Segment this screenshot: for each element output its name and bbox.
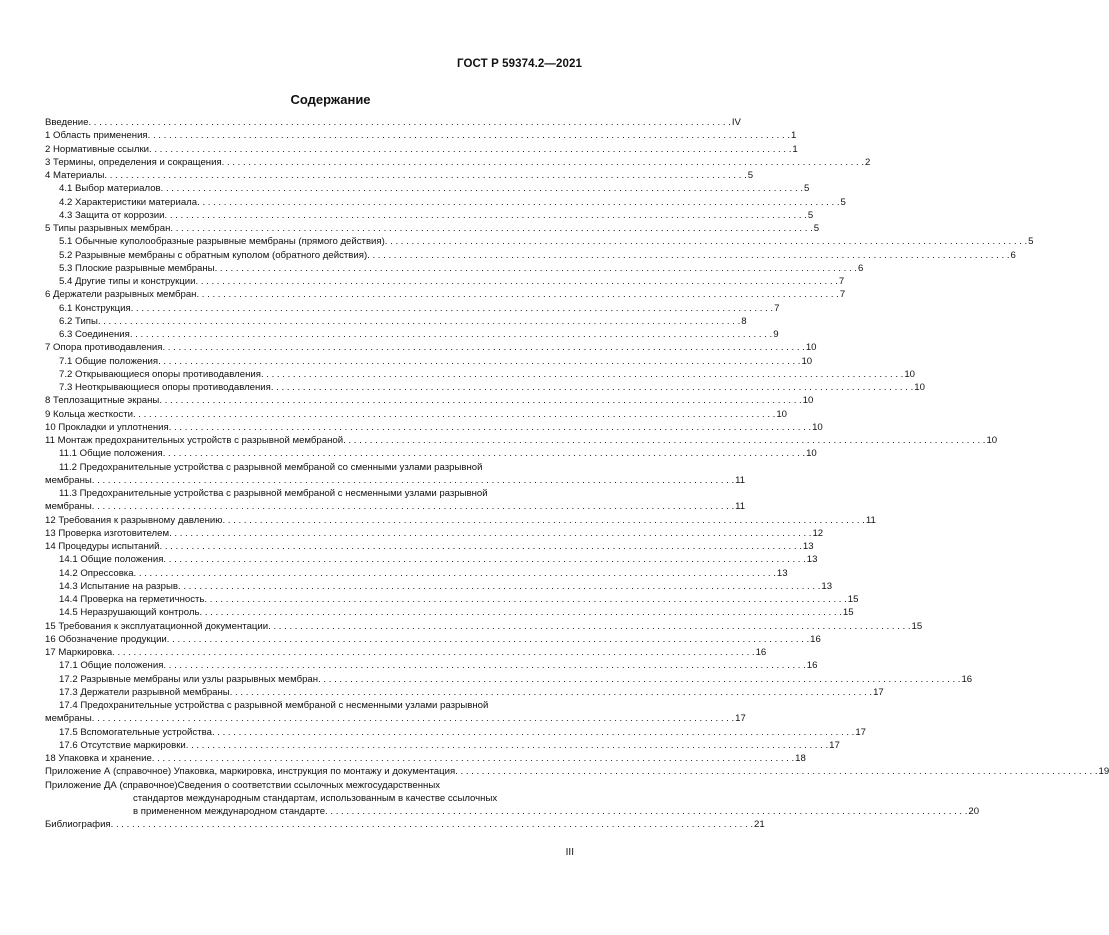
toc-entry-title: 8 Теплозащитные экраны: [45, 395, 160, 407]
toc-entry-page: 16: [755, 647, 767, 658]
toc-entry-title: 1 Область применения: [45, 130, 148, 142]
toc-entry-page: 5: [804, 183, 810, 195]
toc-entry-page: 17: [829, 739, 840, 751]
toc-leader-dots: [261, 368, 903, 381]
toc-entry-title: 4 Материалы: [45, 170, 105, 181]
toc-entry-page: 11: [865, 514, 876, 526]
toc-entry: [45, 182, 810, 195]
toc-leader-dots: [162, 341, 804, 354]
toc-entry-page: 10: [801, 355, 813, 367]
toc-entry-title: 4.1 Выбор материалов: [59, 183, 161, 195]
toc-entry: [45, 408, 787, 421]
toc-appendix-first-line: [45, 779, 584, 792]
toc-leader-dots: [215, 262, 857, 275]
toc-entry: [45, 129, 797, 142]
toc-entry-title: 6.3 Соединения: [59, 329, 130, 340]
toc-entry: [45, 249, 1016, 262]
toc-entry-title: 6.1 Конструкция: [59, 302, 131, 314]
toc-leader-dots: [165, 209, 807, 222]
toc-leader-dots: [92, 712, 734, 725]
toc-entry-title: 13 Проверка изготовителем: [45, 527, 170, 539]
toc-leader-dots: [195, 275, 837, 288]
toc-entry-title: 17.1 Общие положения: [59, 660, 164, 672]
toc-entry-page: 19: [1098, 766, 1109, 778]
toc-entry: [45, 156, 871, 169]
toc-entry-page: 7: [838, 276, 845, 287]
toc-entry-title: Введение: [45, 117, 89, 128]
toc-entry-title: 5.2 Разрывные мембраны с обратным куполом (обратного действия): [59, 249, 368, 261]
toc-entry-title: 18 Упаковка и хранение: [45, 753, 152, 764]
toc-entry-title: 17.5 Вспомогательные устройства: [59, 726, 212, 738]
toc-leader-dots: [149, 143, 791, 156]
toc-entry: [45, 116, 741, 129]
toc-entry-page: 2: [865, 156, 871, 168]
toc-leader-dots: [130, 328, 772, 341]
toc-entry: [45, 606, 854, 619]
toc-entry-title: 10 Прокладки и уплотнения: [45, 421, 169, 433]
toc-entry-page: 10: [914, 382, 925, 393]
toc-entry-title: мембраны: [45, 713, 92, 725]
toc-leader-dots: [163, 447, 805, 460]
toc-entry: [45, 553, 818, 566]
toc-entry: [45, 143, 798, 156]
toc-leader-dots: [343, 434, 985, 447]
toc-entry-page: 10: [986, 435, 998, 446]
toc-entry: [45, 169, 754, 182]
toc-entry-page: 10: [904, 368, 915, 380]
toc-entry: [45, 540, 814, 553]
toc-entry-title: 15 Требования к эксплуатационной документации: [45, 620, 269, 632]
toc-leader-dots: [92, 500, 734, 513]
toc-entry-title: 14.3 Испытание на разрыв: [59, 580, 178, 592]
toc-leader-dots: [169, 527, 811, 540]
toc-entry-page: 10: [776, 408, 787, 420]
toc-leader-dots: [268, 620, 910, 633]
toc-entry-page: 10: [805, 342, 817, 354]
toc-entry-page: 7: [839, 289, 846, 301]
toc-leader-dots: [170, 222, 812, 235]
toc-leader-dots: [163, 659, 805, 672]
toc-entry-page: 15: [911, 620, 923, 632]
toc-entry: [45, 421, 823, 434]
toc-entry-title: 3 Термины, определения и сокращения: [45, 156, 222, 168]
toc-entry-title: 7.3 Неоткрывающиеся опоры противодавления: [59, 382, 271, 393]
toc-entry-page: 1: [791, 130, 797, 142]
toc-entry: [45, 712, 746, 725]
toc-entry-title: 17.3 Держатели разрывной мембраны: [59, 686, 230, 698]
toc-entry-page: 17: [873, 686, 884, 698]
toc-entry-title: 11 Монтаж предохранительных устройств с разрывной мембраной: [45, 435, 344, 446]
toc-entry-title: 4.2 Характеристики материала: [59, 196, 198, 208]
toc-leader-dots: [230, 686, 872, 699]
toc-entry-page: 13: [806, 554, 818, 566]
toc-entry-first-line: 11.3 Предохранительные устройства с разрывной мембраной с несменными узлами разрывной: [59, 488, 488, 499]
toc-entry-page: 16: [810, 633, 821, 645]
toc-entry: [45, 580, 833, 593]
toc-entry: [45, 235, 1034, 248]
toc-entry: [45, 514, 876, 527]
toc-entry-page: 11: [735, 501, 746, 513]
document-header: ГОСТ Р 59374.2—2021: [457, 58, 582, 70]
toc-entry: [45, 500, 746, 513]
toc-entry-page: 10: [806, 448, 817, 460]
toc-appendix-label: Приложение ДА (справочное): [45, 779, 178, 791]
toc-entry: [45, 368, 915, 381]
toc-entry-title: 12 Требования к разрывному давлению: [45, 514, 223, 526]
toc-leader-dots: [367, 249, 1009, 262]
toc-leader-dots: [455, 765, 1097, 778]
toc-leader-dots: [112, 646, 754, 659]
toc-entry-title: в примененном международном стандарте: [133, 806, 326, 817]
toc-leader-dots: [131, 302, 773, 315]
toc-leader-dots: [196, 288, 838, 301]
toc-entry-page: 8: [741, 315, 747, 327]
toc-entry: [45, 222, 820, 235]
toc-entry-page: 13: [776, 567, 788, 579]
page-number: III: [565, 847, 574, 858]
toc-entry: [45, 328, 779, 341]
toc-entry-page: 13: [802, 541, 814, 552]
toc-entry-title: 9 Кольца жесткости: [45, 408, 133, 420]
toc-leader-dots: [271, 381, 913, 394]
toc-entry: [45, 262, 864, 275]
toc-leader-dots: [161, 182, 803, 195]
toc-entry-title: Библиография: [45, 819, 111, 831]
toc-entry: [45, 434, 998, 447]
toc-leader-dots: [158, 355, 800, 368]
toc-entry-title: 6.2 Типы: [59, 315, 98, 327]
toc-entry-title: 5.4 Другие типы и конструкции: [59, 276, 196, 287]
toc-entry-title: мембраны: [45, 501, 92, 513]
toc-entry: [45, 302, 780, 315]
toc-entry-title: 6 Держатели разрывных мембран: [45, 289, 197, 301]
toc-entry-title: 11.1 Общие положения: [59, 448, 163, 460]
toc-appendix-line: стандартов международным стандартам, использованным в качестве ссылочных: [133, 792, 498, 804]
toc-entry-title: 17.6 Отсутствие маркировки: [59, 739, 186, 751]
toc-entry-page: 15: [842, 607, 854, 619]
toc-entry: [45, 726, 866, 739]
toc-entry: [45, 673, 973, 686]
page-title: Содержание: [290, 92, 371, 107]
toc-entry: [45, 646, 767, 659]
toc-entry: [45, 752, 806, 765]
toc-entry-page: 16: [961, 673, 973, 685]
toc-entry: [45, 739, 840, 752]
toc-entry-page: 6: [857, 262, 864, 274]
toc-leader-dots: [204, 593, 846, 606]
toc-entry-page: 5: [813, 223, 820, 234]
toc-entry: [45, 805, 980, 818]
toc-entry-title: 4.3 Защита от коррозии: [59, 209, 165, 221]
toc-entry: [45, 593, 859, 606]
toc-leader-dots: [385, 235, 1027, 248]
toc-leader-dots: [163, 553, 805, 566]
toc-entry-title: 17 Маркировка: [45, 647, 113, 658]
table-of-contents: [45, 116, 1109, 832]
toc-entry: [45, 275, 845, 288]
toc-entry-title: 14 Процедуры испытаний: [45, 541, 160, 552]
toc-leader-dots: [159, 540, 801, 553]
toc-entry-first-line: 11.2 Предохранительные устройства с разрывной мембраной со сменными узлами разрывной: [59, 461, 483, 473]
toc-entry-page: 17: [735, 713, 746, 725]
toc-appendix-title: Сведения о соответствии ссылочных межгосударственных: [177, 779, 441, 791]
toc-entry-title: 5.3 Плоские разрывные мембраны: [59, 262, 215, 274]
toc-entry: [45, 288, 846, 301]
toc-entry-page: 9: [773, 329, 779, 340]
toc-leader-dots: [167, 633, 809, 646]
toc-entry-title: 7.1 Общие положения: [59, 355, 159, 367]
toc-leader-dots: [186, 739, 828, 752]
toc-entry-title: Приложение А (справочное) Упаковка, маркировка, инструкция по монтажу и документация: [45, 766, 456, 778]
toc-entry-page: 7: [774, 302, 780, 314]
toc-leader-dots: [88, 116, 730, 129]
toc-entry: [45, 620, 923, 633]
toc-entry: [45, 447, 817, 460]
toc-leader-dots: [148, 129, 790, 142]
toc-entry-title: 5 Типы разрывных мембран: [45, 223, 171, 234]
toc-entry-title: 7 Опора противодавления: [45, 342, 163, 354]
toc-leader-dots: [111, 818, 753, 831]
toc-leader-dots: [134, 567, 776, 580]
toc-entry: [45, 567, 788, 580]
toc-entry-title: 2 Нормативные ссылки: [45, 143, 150, 155]
toc-entry-page: 5: [747, 170, 754, 181]
toc-entry: [45, 686, 884, 699]
toc-entry: [45, 474, 746, 487]
toc-leader-dots: [98, 315, 740, 328]
toc-entry-page: 5: [840, 196, 846, 208]
toc-entry-title: 14.4 Проверка на герметичность: [59, 594, 205, 605]
toc-entry-title: 16 Обозначение продукции: [45, 633, 167, 645]
toc-entry-page: 10: [812, 421, 823, 433]
toc-entry-page: 17: [855, 726, 866, 738]
toc-entry-page: 16: [806, 660, 818, 672]
toc-entry: [45, 659, 818, 672]
toc-leader-dots: [318, 673, 960, 686]
toc-entry-page: 12: [812, 527, 824, 539]
toc-entry: [45, 315, 747, 328]
toc-entry: [45, 765, 1109, 778]
toc-entry-page: 10: [802, 395, 814, 407]
toc-leader-dots: [92, 474, 734, 487]
toc-entry: [45, 355, 813, 368]
toc-leader-dots: [212, 726, 854, 739]
toc-leader-dots: [197, 196, 839, 209]
toc-entry-title: 14.2 Опрессовка: [59, 567, 134, 579]
toc-entry-page: 13: [821, 580, 833, 592]
toc-entry-page: IV: [731, 117, 741, 128]
toc-entry-page: 15: [847, 594, 859, 605]
toc-entry: [45, 341, 817, 354]
toc-entry: [45, 818, 765, 831]
toc-leader-dots: [199, 606, 841, 619]
toc-leader-dots: [152, 752, 794, 765]
toc-entry: [45, 196, 846, 209]
toc-entry: [45, 394, 814, 407]
toc-entry-page: 18: [795, 753, 806, 764]
toc-entry: [45, 527, 824, 540]
toc-leader-dots: [222, 156, 864, 169]
toc-leader-dots: [169, 421, 811, 434]
toc-leader-dots: [104, 169, 746, 182]
toc-entry: [45, 633, 821, 646]
toc-entry-page: 6: [1010, 249, 1016, 261]
toc-entry-title: 14.1 Общие положения: [59, 554, 164, 566]
toc-leader-dots: [159, 394, 801, 407]
toc-entry-title: 14.5 Неразрушающий контроль: [59, 607, 200, 619]
toc-leader-dots: [133, 408, 775, 421]
toc-entry-page: 11: [735, 474, 746, 486]
toc-entry: [45, 381, 925, 394]
toc-leader-dots: [178, 580, 820, 593]
toc-entry-page: 1: [792, 143, 798, 155]
toc-entry-title: 17.2 Разрывные мембраны или узлы разрывных мембран: [59, 673, 319, 685]
toc-entry: [45, 209, 814, 222]
toc-entry-page: 21: [754, 819, 765, 831]
toc-leader-dots: [222, 514, 864, 527]
toc-entry-first-line: 17.4 Предохранительные устройства с разрывной мембраной с несменными узлами разрывной: [59, 700, 489, 711]
toc-entry-page: 5: [1028, 236, 1034, 248]
toc-entry-title: 5.1 Обычные куполообразные разрывные мембраны (прямого действия): [59, 236, 385, 248]
toc-entry-page: 5: [807, 209, 814, 221]
toc-entry-title: мембраны: [45, 474, 92, 486]
toc-entry-page: 20: [968, 806, 980, 817]
toc-entry-title: 7.2 Открывающиеся опоры противодавления: [59, 368, 261, 380]
toc-leader-dots: [325, 805, 967, 818]
